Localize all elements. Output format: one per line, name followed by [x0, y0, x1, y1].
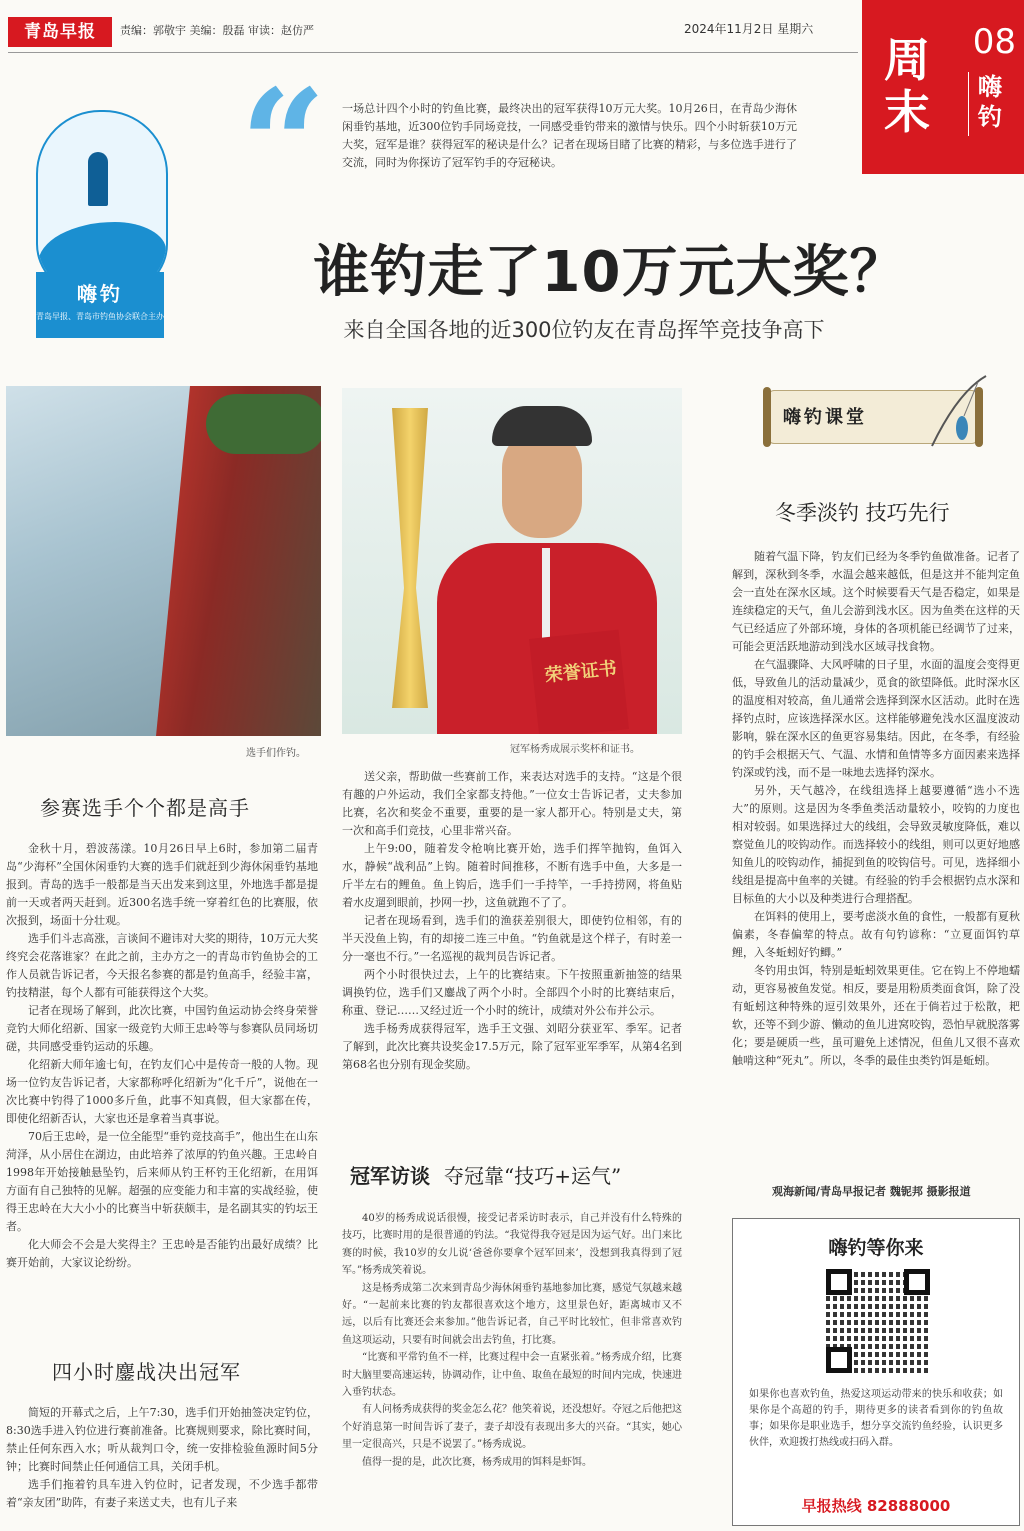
certificate: [529, 630, 629, 734]
paragraph: 70后王忠岭，是一位全能型“垂钓竞技高手”，他出生在山东菏泽，从小居住在湖边，由此培养了浓厚的钓鱼兴趣。王忠岭自1998年开始接触悬坠钓，后来师从钓王杯钓王化绍新，在用饵方面有自己独特的见解。超强的应变能力和丰富的实战经验，使得王忠岭在大大小小的比赛当中斩获颇丰，是名副其实的钓坛王者。: [6, 1130, 318, 1233]
byline: 观海新闻/青岛早报记者 魏铌邦 摄影报道: [772, 1185, 971, 1198]
interview-body: [342, 1210, 682, 1471]
logo-sponsor: 青岛早报、青岛市钓鱼协会联合主办: [36, 312, 164, 321]
section-body: [6, 1404, 318, 1512]
classroom-title: 冬季淡钓 技巧先行: [775, 501, 950, 525]
middle-body: [342, 768, 682, 1074]
paragraph: 这是杨秀成第二次来到青岛少海休闲垂钓基地参加比赛，感觉气氛越来越好。“一起前来比赛的钓友都很喜欢这个地方，这里景色好，距离城市又不远，以后有比赛还会来参加。”他告诉记者，自己平时比较忙，但非常喜欢钓鱼这项运动，只要有时间就会出去钓鱼，打比赛。: [342, 1282, 682, 1346]
editors-line: 责编：郭敬宇 美编：殷磊 审读：赵仿严: [120, 24, 314, 37]
logo-emblem: [36, 110, 168, 294]
header-rule: [8, 52, 858, 53]
paragraph: 化绍新大师年逾七旬，在钓友们心中是传奇一般的人物。现场一位钓友告诉记者，大家都称呼化绍新为“化千斤”，说他在一次比赛中钓得了1000多斤鱼，此事不知真假，但大家都在传，即使化绍新否认，大家也还是拿着当真事说。: [6, 1058, 318, 1125]
hotline[interactable]: 早报热线 82888000: [801, 1497, 951, 1515]
photo-caption: 选手们作钓。: [246, 748, 306, 759]
paragraph: 40岁的杨秀成说话很慢，接受记者采访时表示，自己并没有什么特殊的技巧，比赛时用的是很普通的钓法。“我觉得我夺冠是因为运气好。出门来比赛的时候，我10岁的女儿说‘爸爸你要拿个冠军回来’，没想到我真得到了冠军。”杨秀成笑着说。: [342, 1213, 682, 1277]
scroll-rod: [763, 387, 771, 447]
paragraph: 有人问杨秀成获得的奖金怎么花？他笑着说，还没想好。夺冠之后他把这个好消息第一时间告诉了妻子，妻子却没有表现出多大的兴奋。“其实，她心里一定很高兴，只是不说罢了。”杨秀成说。: [342, 1404, 682, 1451]
paragraph: 冬钓用虫饵，特别是蚯蚓效果更佳。它在钩上不停地蠕动，更容易被鱼发觉。相反，要是用粉质类面食饵，除了没有蚯蚓这种特殊的逗引效果外，还在于倘若过于松散，耙软，还等不到少游、懒动的鱼儿进窝咬钩，恐怕早就脱落雾化；要是硬质一些，虽可避免上述情况，但鱼儿又很不喜欢触啃这种“死丸”。所以，冬季的最佳虫类钓饵是蚯蚓。: [732, 964, 1020, 1067]
paragraph: 上午9:00，随着发令枪响比赛开始，选手们挥竿抛钩，鱼饵入水，静候“战利品”上钩。随着时间推移，不断有选手中鱼，大多是一斤半左右的鲤鱼。鱼上钩后，选手们一手持竿，一手持捞网，将鱼贴着水皮遛到眼前，抄网一抄，这鱼就跑不了了。: [342, 842, 682, 909]
classroom-body: [732, 548, 1020, 1070]
paragraph: 金秋十月，碧波荡漾。10月26日早上6时，参加第二届青岛“少海杯”全国休闲垂钓大赛的选手们就赶到少海休闲垂钓基地报到。青岛的选手一般都是当天出发来到这里，外地选手都是提前一天或者两天赶到。近300名选手统一穿着红色的比赛服，依次报到，场面十分壮观。: [6, 842, 318, 927]
section-title: 参赛选手个个都是高手: [40, 796, 250, 820]
paragraph: 选手杨秀成获得冠军，选手王文强、刘昭分获亚军、季军。记者了解到，此次比赛共设奖金17.5万元，除了冠军亚军季军，从第4名到第68名也分别有现金奖励。: [342, 1022, 682, 1071]
qr-title: 嗨钓等你来: [828, 1237, 924, 1259]
paragraph: 简短的开幕式之后，上午7:30，选手们开始抽签决定钓位，8:30选手进入钓位进行赛前准备。比赛规则要求，除比赛时间，禁止任何东西入水；听从裁判口令，统一安排检验鱼源时间5分钟；比赛时间禁止任何通信工具，关闭手机。: [6, 1406, 318, 1473]
paragraph: 两个小时很快过去，上午的比赛结束。下午按照重新抽签的结果调换钓位，选手们又鏖战了两个小时。全部四个小时的比赛结束后，称重、登记……又经过近一个小时的统计，成绩对外公布并公示。: [342, 968, 682, 1017]
section-divider: [968, 72, 969, 136]
anglers-photo: [6, 386, 321, 736]
certificate-text: 荣誉证书: [543, 658, 618, 687]
classroom-banner-text: 嗨钓课堂: [783, 407, 867, 428]
column-name: 嗨钓: [978, 73, 1002, 131]
qr-corner: [904, 1269, 930, 1295]
paragraph: 在气温骤降、大风呼啸的日子里，水面的温度会变得更低，导致鱼儿的活动量减少，觅食的欲望降低。此时深水区的温度相对较高，鱼儿通常会选择到深水区活动。此时在选择钓点时，应该选择深水区。这样能够避免浅水区温度波动影响，躲在深水区的鱼更容易集结。因此，在冬季，有经验的钓手会根据天气、气温、水情和鱼情等多方面因素来选择钓深或钓浅，而不是一味地去选择钓深水。: [732, 658, 1020, 779]
lead-paragraph: 一场总计四个小时的钓鱼比赛，最终决出的冠军获得10万元大奖。10月26日，在青岛少海休闲垂钓基地，近300位钓手同场竞技，一同感受垂钓带来的激情与快乐。四个小时斩获10万元大奖，冠军是谁？获得冠军的秘诀是什么？记者在现场目睹了比赛的精彩，与多位选手进行了交流，同时为你探访了冠军钓手的夺冠秘诀。: [342, 102, 797, 169]
page-number: 08: [972, 22, 1016, 62]
logo-title: 嗨钓: [77, 282, 123, 306]
section-body: [6, 840, 318, 1272]
qr-corner: [826, 1347, 852, 1373]
interview-label: 冠军访谈: [350, 1164, 430, 1188]
paragraph: 在饵料的使用上，要考虑淡水鱼的食性，一般都有夏秋偏素，冬春偏荤的特点。故有句钓谚称：“立夏面饵钓草鲤，入冬蚯蚓好钓鲫。”: [732, 910, 1020, 959]
photo-caption: 冠军杨秀成展示奖杯和证书。: [510, 744, 640, 755]
quote-mark-icon: “: [240, 57, 327, 233]
trees: [206, 394, 321, 454]
champion-photo: [342, 388, 682, 734]
champion-cap: [492, 406, 592, 446]
headline: 谁钓走了10万元大奖？: [313, 240, 907, 305]
logo-label: [36, 272, 164, 338]
paragraph: 选手们拖着钓具车进入钓位时，记者发现，不少选手都带着“亲友团”助阵，有妻子来送丈夫，也有儿子来: [6, 1478, 318, 1509]
paragraph: 值得一提的是，此次比赛，杨秀成用的饵料是虾饵。: [362, 1456, 592, 1468]
section-name: 周末: [884, 33, 930, 139]
qr-box: [732, 1218, 1020, 1526]
paragraph: 选手们斗志高涨，言谈间不避讳对大奖的期待，10万元大奖终究会花落谁家？在此之前，主办方之一的青岛市钓鱼协会的工作人员就告诉记者，今天报名参赛的都是钓鱼高手，经验丰富，钓技精湛，每个人都有可能获得这个大奖。: [6, 932, 318, 999]
column-logo: [30, 110, 170, 340]
paragraph: 另外，天气越冷，在线组选择上越要遵循“选小不选大”的原则。这是因为冬季鱼类活动量较小，咬钩的力度也相对较弱。如果选择过大的线组，会导致灵敏度降低，难以察觉鱼儿的咬钩动作。而选择较小的线组，则可以更好地感知鱼儿的咬钩动作，捕捉到鱼的咬钩信号。可见，选择细小线组是提高中鱼率的关键。有经验的钓手会根据钓点水深和目标鱼的大小以及种类进行合理搭配。: [732, 784, 1020, 905]
paragraph: “比赛和平常钓鱼不一样，比赛过程中会一直紧张着。”杨秀成介绍，比赛时大脑里要高速运转，协调动作，让中鱼、取鱼在最短的时间内完成，快速进入垂钓状态。: [342, 1352, 682, 1399]
qr-description: 如果你也喜欢钓鱼，热爱这项运动带来的快乐和收获；如果你是个高超的钓手，期待更多的读者看到你的钓鱼故事；如果你是职业选手，想分享交流钓鱼经验，认识更多伙伴，欢迎拨打热线或扫码入群。: [749, 1389, 1003, 1448]
paragraph: 随着气温下降，钓友们已经为冬季钓鱼做准备。记者了解到，深秋到冬季，水温会越来越低，但是这并不能判定鱼会一直处在深水区域。这个时候要看天气是否稳定，如果是连续稳定的天气，鱼儿会游到浅水区。因为鱼类在这样的天气已经适应了外部环境，身体的各项机能已经调节了过来，可能会更活跃地游动到浅水区域寻找食物。: [732, 550, 1020, 653]
interview-title: [350, 1160, 621, 1189]
publication-date: 2024年11月2日 星期六: [684, 22, 814, 36]
paragraph: 化大师会不会是大奖得主？王忠岭是否能钓出最好成绩？比赛开始前，大家议论纷纷。: [6, 1238, 318, 1269]
paragraph: 送父亲，帮助做一些赛前工作，来表达对选手的支持。“这是个很有趣的户外运动，我们全家都支持他。”一位女士告诉记者，丈夫参加比赛，名次和奖金不重要，重要的是一家人都开心。特别是丈夫，第一次和高手们竞技，心里非常兴奋。: [342, 770, 682, 837]
newspaper-brand: 青岛早报: [8, 17, 112, 47]
paragraph: 记者在现场了解到，此次比赛，中国钓鱼运动协会终身荣誉竞钓大师化绍新、国家一级竞钓大师王忠岭等与参赛队员同场切磋，共同感受垂钓运动的乐趣。: [6, 1004, 318, 1053]
angler-icon: [88, 152, 108, 206]
fishing-rod-icon: [928, 372, 988, 452]
subheadline: 来自全国各地的近300位钓友在青岛挥竿竞技争高下: [343, 318, 825, 342]
paragraph: 记者在现场看到，选手们的渔获差别很大，即使钓位相邻，有的半天没鱼上钩，有的却接二连三中鱼。“钓鱼就是这个样子，有时差一分一毫也不行。”一名巡视的裁判员告诉记者。: [342, 914, 682, 963]
qr-corner: [826, 1269, 852, 1295]
section-title: 四小时鏖战决出冠军: [52, 1360, 241, 1384]
interview-subtitle: 夺冠靠“技巧+运气”: [444, 1164, 622, 1188]
trophy-icon: [380, 408, 440, 708]
